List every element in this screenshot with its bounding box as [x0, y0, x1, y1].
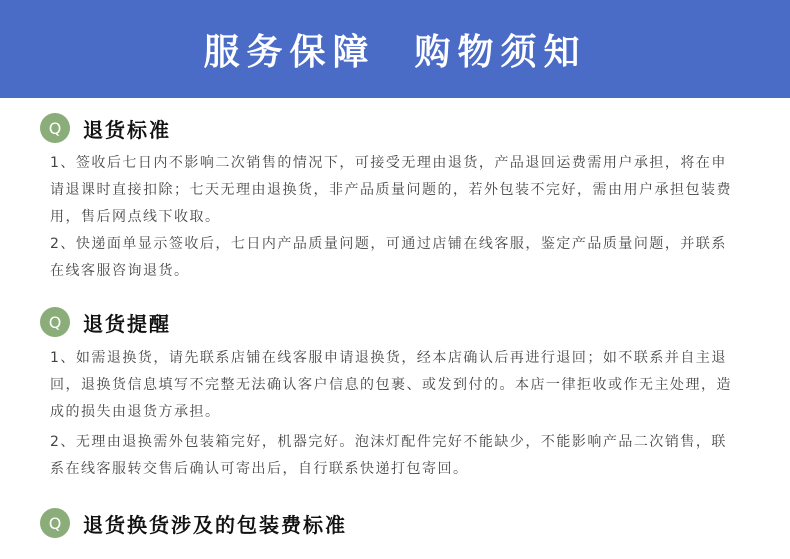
section-packaging-fee: [40, 508, 347, 538]
section-header: [40, 307, 171, 337]
question-badge-icon: Q: [40, 508, 70, 538]
paragraph: 1、签收后七日内不影响二次销售的情况下，可接受无理由退货，产品退回运费需用户承担，将在申请退课时直接扣除；七天无理由退换货，非产品质量问题的，若外包装不完好，需由用户承担包装费用，售后网点线下收取。: [50, 155, 732, 225]
question-badge-icon: Q: [40, 113, 70, 143]
section-title: 退货提醒: [83, 311, 171, 336]
paragraph: 2、快递面单显示签收后，七日内产品质量问题，可通过店铺在线客服，鉴定产品质量问题，并联系在线客服咨询退货。: [50, 236, 727, 279]
section-title: 退货标准: [83, 117, 171, 142]
section-body: [0, 150, 740, 285]
section-title: 退货换货涉及的包装费标准: [83, 512, 347, 537]
paragraph: 1、如需退换货，请先联系店铺在线客服申请退换货，经本店确认后再进行退回；如不联系并自主退回，退换货信息填写不完整无法确认客户信息的包裹、或发到付的。本店一律拒收或作无主处理，造成的损失由退货方承担。: [50, 350, 732, 420]
section-header: [40, 113, 171, 143]
section-return-standard: [40, 113, 732, 279]
page-title: 服务保障 购物须知: [203, 31, 587, 73]
header-banner: [0, 0, 790, 98]
paragraph: 2、无理由退换需外包装箱完好，机器完好。泡沫灯配件完好不能缺少，不能影响产品二次销售，联系在线客服转交售后确认可寄出后，自行联系快递打包寄回。: [50, 434, 727, 477]
section-body: [0, 345, 740, 483]
question-badge-icon: Q: [40, 307, 70, 337]
section-return-reminder: [40, 307, 732, 477]
section-header: [40, 508, 347, 538]
